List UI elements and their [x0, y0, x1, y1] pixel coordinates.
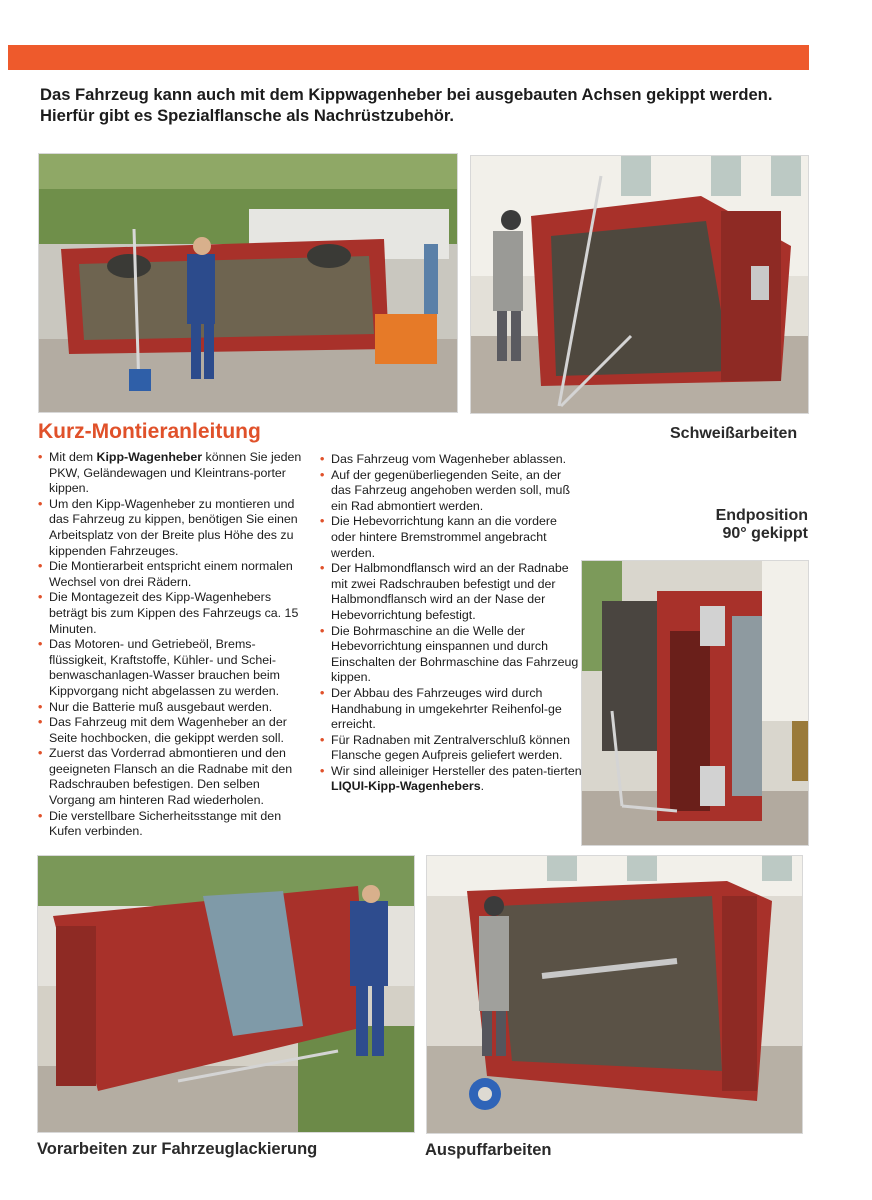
instruction-item: • Das Fahrzeug mit dem Wagenheber an der Seite hochbocken, die gekippt werden soll.: [38, 715, 308, 746]
caption-end-position: [710, 507, 808, 543]
headline-line-1: Das Fahrzeug kann auch mit dem Kippwagenheber bei ausgebauten Achsen gekippt werden.: [40, 85, 773, 104]
instruction-item: • Der Abbau des Fahrzeuges wird durch Handhabung in umgekehrter Reihenfol-ge erreicht.: [320, 686, 582, 733]
section-heading: Kurz-Montieranleitung: [38, 420, 261, 443]
caption-welding: Schweißarbeiten: [670, 425, 798, 442]
instruction-item: • Auf der gegenüberliegenden Seite, an der das Fahrzeug angehoben werden soll, muß ein Rad abmontiert werden.: [320, 468, 582, 515]
photo-paint-prep: [37, 855, 415, 1133]
instruction-item: • Das Fahrzeug vom Wagenheber ablassen.: [320, 452, 582, 468]
photo-tilted-car-underbody: [38, 153, 458, 413]
caption-exhaust-work: Auspuffarbeiten: [425, 1141, 552, 1159]
instruction-item: • Für Radnaben mit Zentralverschluß können Flansche gegen Aufpreis geliefert werden.: [320, 733, 582, 764]
headline: [40, 84, 830, 126]
instruction-item: • Die Hebevorrichtung kann an die vordere oder hintere Bremstrommel angebracht werden.: [320, 514, 582, 561]
instruction-item: • Die Montierarbeit entspricht einem normalen Wechsel von drei Rädern.: [38, 559, 308, 590]
caption-end-position-line-1: Endposition: [715, 507, 808, 524]
header-accent-bar: [8, 45, 809, 70]
instruction-item: • Um den Kipp-Wagenheber zu montieren und das Fahrzeug zu kippen, benötigen Sie einen Arbeitsplatz von der Breite plus Höhe des zu kippenden Fahrzeuges.: [38, 497, 308, 559]
photo-end-position: [581, 560, 809, 846]
instruction-item: • Die Bohrmaschine an die Welle der Hebevorrichtung einspannen und durch Einschalten der Bohrmaschine das Fahrzeug kippen.: [320, 624, 582, 686]
photo-exhaust-work: [426, 855, 803, 1134]
instruction-item: • Wir sind alleiniger Hersteller des paten-tierten LIQUI-Kipp-Wagenhebers.: [320, 764, 582, 795]
photo-welding: [470, 155, 809, 414]
instruction-item: • Nur die Batterie muß ausgebaut werden.: [38, 700, 308, 716]
instruction-item: • Der Halbmondflansch wird an der Radnabe mit zwei Radschrauben befestigt und der Halbmondflansch wird an der Nase der Hebevorrichtung befestigt.: [320, 561, 582, 623]
caption-paint-prep: Vorarbeiten zur Fahrzeuglackierung: [37, 1140, 318, 1158]
instructions-list-left: [38, 450, 308, 840]
instruction-item: • Zuerst das Vorderrad abmontieren und den geeigneten Flansch an die Radnabe mit den Radschrauben befestigen. Den selben Vorgang am hinteren Rad wiederholen.: [38, 746, 308, 808]
instruction-item: • Die verstellbare Sicherheitsstange mit den Kufen verbinden.: [38, 809, 308, 840]
instruction-item: • Mit dem Kipp-Wagenheber können Sie jeden PKW, Geländewagen und Kleintrans-porter kippen.: [38, 450, 308, 497]
instruction-item: • Die Montagezeit des Kipp-Wagenhebers beträgt bis zum Kippen des Fahrzeugs ca. 15 Minuten.: [38, 590, 308, 637]
instructions-list-right: [320, 452, 582, 795]
instruction-item: • Das Motoren- und Getriebeöl, Brems-flüssigkeit, Kraftstoffe, Kühler- und Schei-benwaschanlagen-Wasser brauchen beim Kippvorgang nicht abgelassen zu werden.: [38, 637, 308, 699]
headline-line-2: Hierfür gibt es Spezialflansche als Nachrüstzubehör.: [40, 106, 455, 125]
caption-end-position-line-2: 90° gekippt: [722, 525, 808, 542]
